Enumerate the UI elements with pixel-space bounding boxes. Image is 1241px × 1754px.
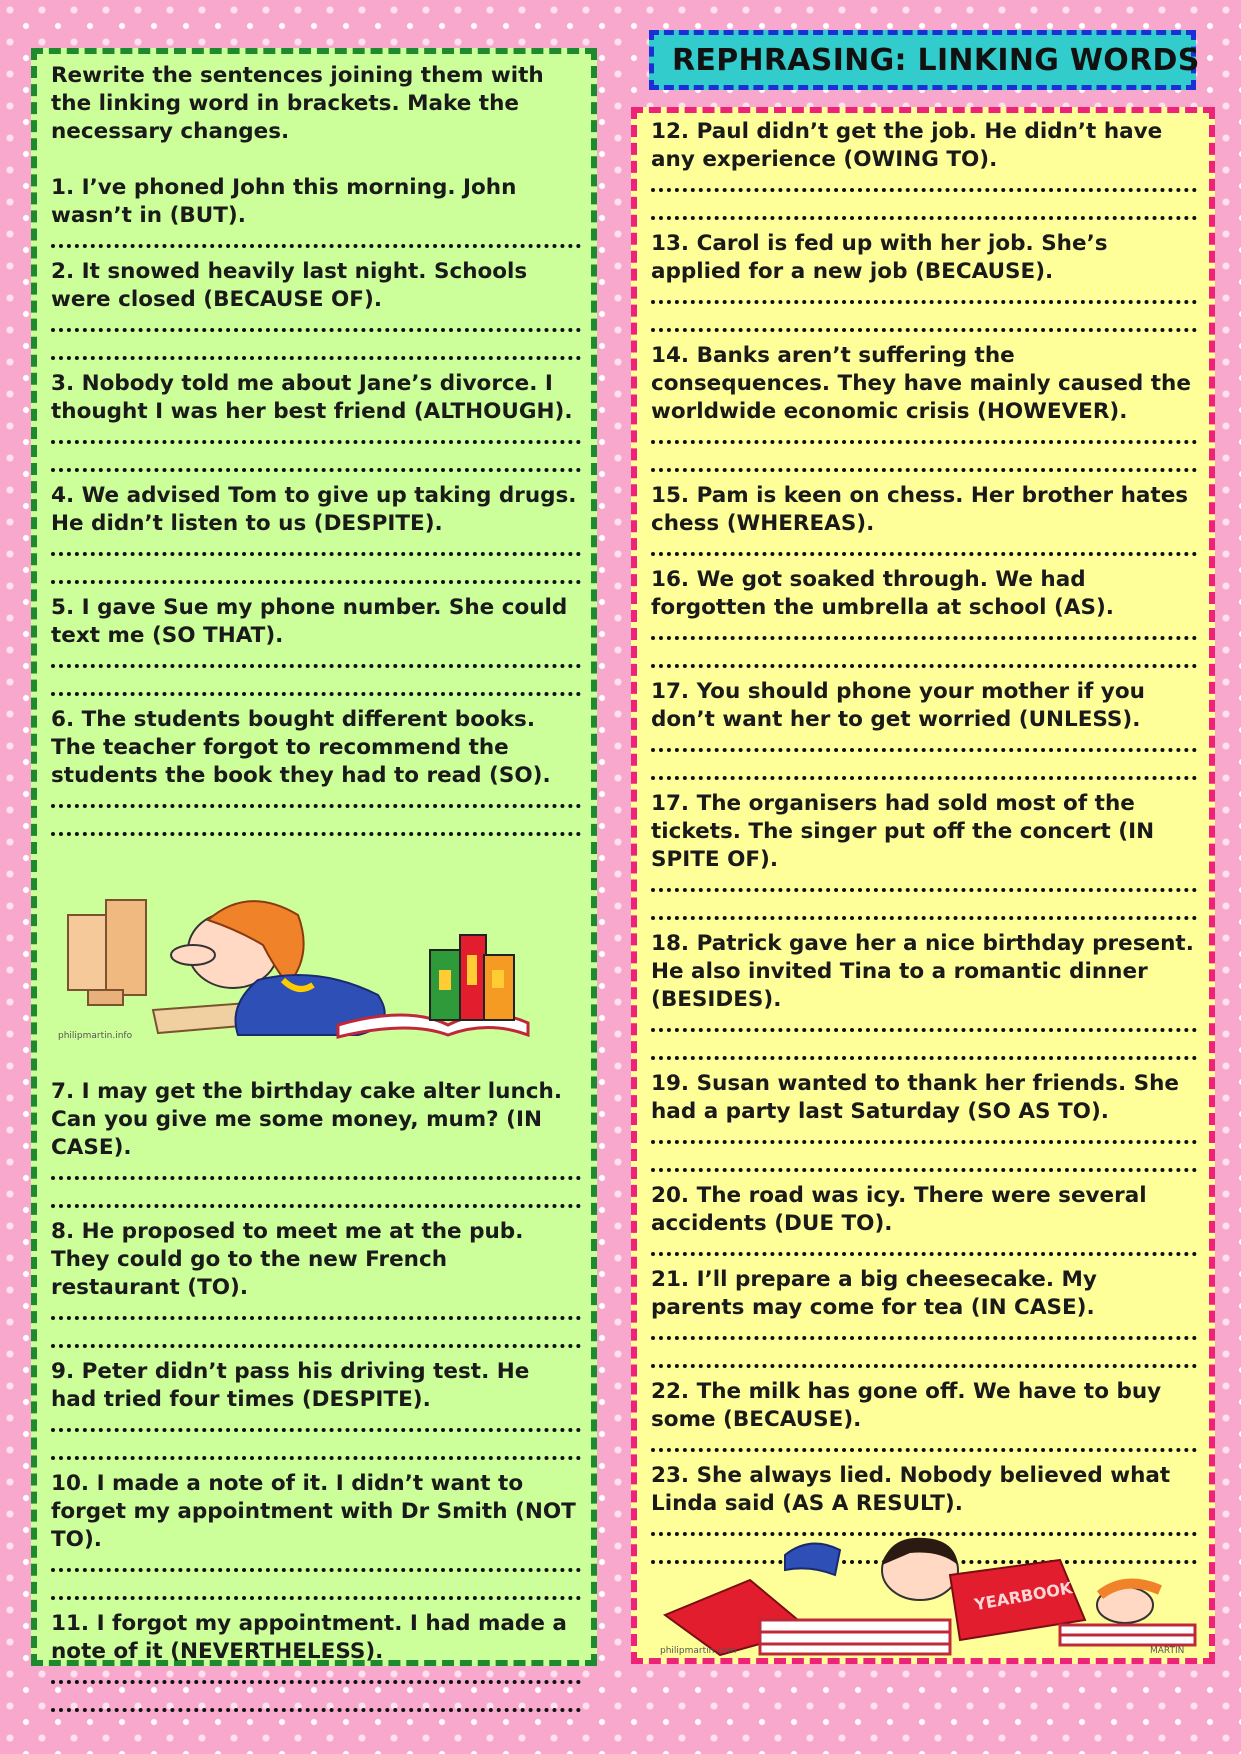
exercise-item <box>51 370 581 482</box>
exercise-item <box>651 1378 1197 1462</box>
instructions: Rewrite the sentences joining them with the linking word in brackets. Make the necessary changes. <box>51 63 544 144</box>
computer-credit: philipmartin.info <box>58 1031 133 1041</box>
answer-line[interactable] <box>651 1340 1197 1368</box>
exercise-item <box>651 678 1197 790</box>
exercise-sentence: 18. Patrick gave her a nice birthday present. He also invited Tina to a romantic dinner (BESIDES). <box>651 931 1194 1012</box>
exercise-item <box>651 790 1197 930</box>
answer-line[interactable] <box>651 892 1197 920</box>
exercise-list-left-top <box>51 174 581 846</box>
exercise-item <box>651 1266 1197 1378</box>
exercise-item <box>651 342 1197 482</box>
answer-line[interactable] <box>51 556 581 584</box>
yearbook-label: YEARBOOK <box>972 1578 1074 1615</box>
left-column-bottom <box>51 1078 581 1722</box>
exercise-sentence: 14. Banks aren’t suffering the consequences. They have mainly caused the worldwide economic crisis (HOWEVER). <box>651 343 1191 424</box>
answer-line[interactable] <box>51 528 581 556</box>
answer-line[interactable] <box>651 444 1197 472</box>
exercise-list-left-bottom <box>51 1078 581 1722</box>
cap-icon <box>785 1544 840 1575</box>
exercise-sentence: 5. I gave Sue my phone number. She could text me (SO THAT). <box>51 595 568 648</box>
answer-line[interactable] <box>51 1404 581 1432</box>
exercise-list-right <box>651 118 1197 1574</box>
answer-line[interactable] <box>51 1432 581 1460</box>
exercise-sentence: 12. Paul didn’t get the job. He didn’t have any experience (OWING TO). <box>651 119 1163 172</box>
answer-line[interactable] <box>51 332 581 360</box>
exercise-sentence: 7. I may get the birthday cake alter lunch. Can you give me some money, mum? (IN CASE). <box>51 1079 562 1160</box>
student-at-computer-illustration <box>58 885 578 1045</box>
exercise-item <box>651 566 1197 678</box>
answer-line[interactable] <box>651 1116 1197 1144</box>
answer-line[interactable] <box>651 416 1197 444</box>
exercise-item <box>51 1470 581 1610</box>
answer-line[interactable] <box>651 192 1197 220</box>
answer-line[interactable] <box>651 1032 1197 1060</box>
answer-line[interactable] <box>651 1424 1197 1452</box>
exercise-sentence: 13. Carol is fed up with her job. She’s applied for a new job (BECAUSE). <box>651 231 1108 284</box>
answer-line[interactable] <box>51 640 581 668</box>
exercise-sentence: 3. Nobody told me about Jane’s divorce. I thought I was her best friend (ALTHOUGH). <box>51 371 573 424</box>
title-banner <box>649 30 1200 90</box>
exercise-sentence: 17. You should phone your mother if you don’t want her to get worried (UNLESS). <box>651 679 1145 732</box>
exercise-item <box>51 706 581 846</box>
exercise-item <box>51 1358 581 1470</box>
exercise-item <box>651 1070 1197 1182</box>
exercise-sentence: 15. Pam is keen on chess. Her brother hates chess (WHEREAS). <box>651 483 1189 536</box>
answer-line[interactable] <box>51 1572 581 1600</box>
answer-line[interactable] <box>651 752 1197 780</box>
answer-line[interactable] <box>651 640 1197 668</box>
answer-line[interactable] <box>51 1684 581 1712</box>
answer-line[interactable] <box>51 1544 581 1572</box>
exercise-item <box>651 230 1197 342</box>
exercise-sentence: 10. I made a note of it. I didn’t want to forget my appointment with Dr Smith (NOT TO). <box>51 1471 576 1552</box>
exercise-sentence: 11. I forgot my appointment. I had made a note of it (NEVERTHELESS). <box>51 1611 567 1664</box>
answer-line[interactable] <box>51 780 581 808</box>
exercise-item <box>51 1218 581 1358</box>
answer-line[interactable] <box>651 164 1197 192</box>
exercise-sentence: 4. We advised Tom to give up taking drugs. He didn’t listen to us (DESPITE). <box>51 483 577 536</box>
exercise-item <box>651 930 1197 1070</box>
exercise-sentence: 6. The students bought different books. The teacher forgot to recommend the students the book they had to read (SO). <box>51 707 551 788</box>
answer-line[interactable] <box>51 304 581 332</box>
answer-line[interactable] <box>51 668 581 696</box>
exercise-sentence: 8. He proposed to meet me at the pub. They could go to the new French restaurant (TO). <box>51 1219 524 1300</box>
books-credit: philipmartin.com <box>660 1646 737 1656</box>
exercise-item <box>51 594 581 706</box>
answer-line[interactable] <box>651 276 1197 304</box>
books-label: MARTIN <box>1150 1646 1185 1656</box>
answer-line[interactable] <box>51 1180 581 1208</box>
exercise-sentence: 22. The milk has gone off. We have to buy some (BECAUSE). <box>651 1379 1162 1432</box>
answer-line[interactable] <box>51 808 581 836</box>
exercise-sentence: 2. It snowed heavily last night. Schools were closed (BECAUSE OF). <box>51 259 528 312</box>
yearbook-illustration <box>660 1535 1200 1657</box>
exercise-sentence: 21. I’ll prepare a big cheesecake. My parents may come for tea (IN CASE). <box>651 1267 1097 1320</box>
exercise-sentence: 23. She always lied. Nobody believed what Linda said (AS A RESULT). <box>651 1463 1171 1516</box>
answer-line[interactable] <box>51 1292 581 1320</box>
answer-line[interactable] <box>651 528 1197 556</box>
answer-line[interactable] <box>651 1004 1197 1032</box>
page-title: REPHRASING: LINKING WORDS <box>672 42 1200 78</box>
answer-line[interactable] <box>51 1656 581 1684</box>
answer-line[interactable] <box>651 864 1197 892</box>
answer-line[interactable] <box>51 444 581 472</box>
exercise-sentence: 20. The road was icy. There were several accidents (DUE TO). <box>651 1183 1147 1236</box>
answer-line[interactable] <box>51 220 581 248</box>
exercise-item <box>651 1182 1197 1266</box>
exercise-item <box>51 258 581 370</box>
computer-tower-icon <box>106 900 146 995</box>
answer-line[interactable] <box>651 612 1197 640</box>
answer-line[interactable] <box>651 304 1197 332</box>
exercise-item <box>51 482 581 594</box>
answer-line[interactable] <box>651 1508 1197 1536</box>
exercise-item <box>651 482 1197 566</box>
exercise-sentence: 1. I’ve phoned John this morning. John wasn’t in (BUT). <box>51 175 517 228</box>
exercise-sentence: 16. We got soaked through. We had forgotten the umbrella at school (AS). <box>651 567 1114 620</box>
exercise-item <box>51 1610 581 1722</box>
answer-line[interactable] <box>51 1320 581 1348</box>
answer-line[interactable] <box>651 1144 1197 1172</box>
exercise-item <box>51 1078 581 1218</box>
left-column-top <box>51 62 581 846</box>
exercise-sentence: 9. Peter didn’t pass his driving test. He had tried four times (DESPITE). <box>51 1359 530 1412</box>
answer-line[interactable] <box>51 416 581 444</box>
exercise-item <box>651 118 1197 230</box>
exercise-item <box>51 174 581 258</box>
answer-line[interactable] <box>651 724 1197 752</box>
answer-line[interactable] <box>651 1228 1197 1256</box>
exercise-sentence: 19. Susan wanted to thank her friends. She had a party last Saturday (SO AS TO). <box>651 1071 1179 1124</box>
answer-line[interactable] <box>651 1312 1197 1340</box>
exercise-sentence: 17. The organisers had sold most of the tickets. The singer put off the concert (IN SPITE OF). <box>651 791 1155 872</box>
right-column <box>651 118 1197 1574</box>
answer-line[interactable] <box>51 1152 581 1180</box>
